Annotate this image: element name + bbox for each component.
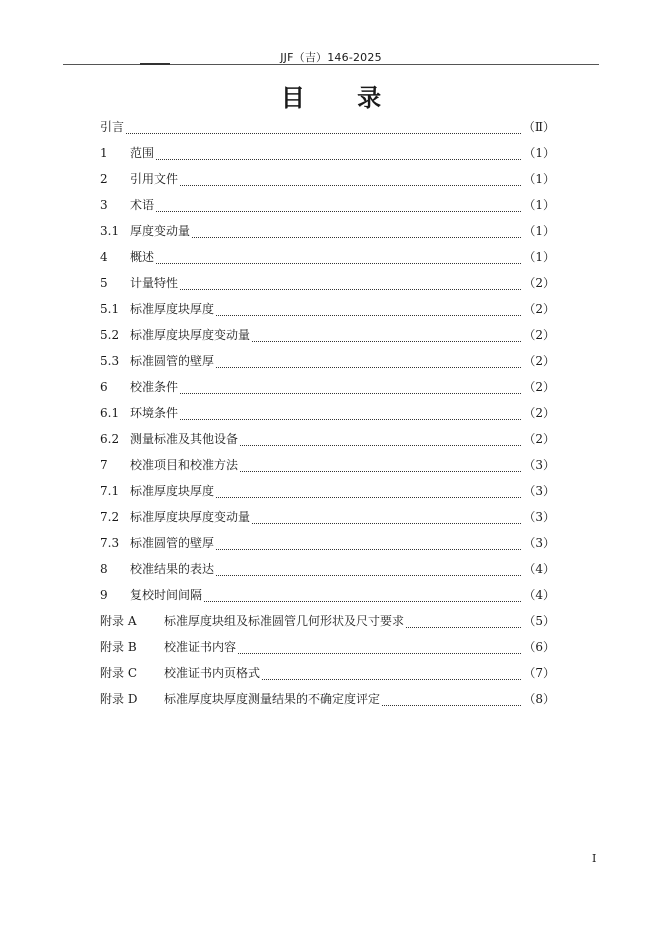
toc-entry-page: （2）: [523, 276, 555, 290]
toc-entry-number: 6.1: [100, 406, 120, 420]
toc-entry[interactable]: [100, 530, 555, 556]
toc-entry-title: 范围: [130, 146, 155, 160]
toc-dot-leader: [238, 645, 521, 654]
toc-entry[interactable]: [100, 556, 555, 582]
toc-dot-leader: [252, 515, 521, 524]
toc-entry-title: 标准厚度块组及标准圆管几何形状及尺寸要求: [164, 614, 405, 628]
toc-entry-number: 7: [100, 458, 108, 472]
toc-entry-page: （2）: [523, 406, 555, 420]
toc-entry-number: 7.1: [100, 484, 120, 498]
toc-dot-leader: [180, 385, 521, 394]
toc-entry-page: （3）: [523, 536, 555, 550]
toc-entry-number: 7.3: [100, 536, 120, 550]
page-number: I: [592, 852, 597, 865]
toc-entry-title: 校准结果的表达: [130, 562, 215, 576]
toc-entry[interactable]: [100, 608, 555, 634]
toc-entry-page: （1）: [523, 146, 555, 160]
toc-entry[interactable]: [100, 686, 555, 712]
toc-entry-page: （1）: [523, 198, 555, 212]
toc-entry-page: （Ⅱ）: [522, 120, 555, 134]
toc-entry-number: 附录 D: [100, 692, 138, 706]
toc-dot-leader: [382, 697, 521, 706]
toc-entry-title: 校准条件: [130, 380, 179, 394]
toc-dot-leader: [156, 203, 521, 212]
toc-entry-number: 附录 B: [100, 640, 137, 654]
toc-dot-leader: [180, 411, 521, 420]
toc-entry[interactable]: [100, 140, 555, 166]
toc-dot-leader: [180, 281, 521, 290]
toc-entry-page: （2）: [523, 380, 555, 394]
toc-entry[interactable]: [100, 296, 555, 322]
toc-entry-title: 环境条件: [130, 406, 179, 420]
toc-entry-page: （3）: [523, 458, 555, 472]
toc-entry-number: 8: [100, 562, 108, 576]
toc-dot-leader: [216, 359, 521, 368]
toc-entry[interactable]: [100, 374, 555, 400]
toc-entry-number: 附录 C: [100, 666, 137, 680]
toc-entry-title: 标准厚度块厚度: [130, 484, 215, 498]
toc-entry-number: 4: [100, 250, 108, 264]
toc-entry-title: 计量特性: [130, 276, 179, 290]
toc-entry-page: （2）: [523, 354, 555, 368]
toc-entry[interactable]: [100, 478, 555, 504]
toc-entry-page: （2）: [523, 432, 555, 446]
toc-entry-page: （3）: [523, 484, 555, 498]
toc-entry-title: 标准圆管的壁厚: [130, 536, 215, 550]
toc-dot-leader: [204, 593, 521, 602]
toc-entry-page: （4）: [523, 562, 555, 576]
toc-entry-title: 测量标准及其他设备: [130, 432, 239, 446]
toc-entry[interactable]: [100, 244, 555, 270]
toc-entry-page: （7）: [523, 666, 555, 680]
toc-dot-leader: [156, 151, 521, 160]
toc-entry-page: （6）: [523, 640, 555, 654]
toc-entry-title: 标准厚度块厚度测量结果的不确定度评定: [164, 692, 381, 706]
table-of-contents: [100, 114, 555, 712]
toc-entry-number: 3.1: [100, 224, 120, 238]
toc-dot-leader: [216, 307, 521, 316]
toc-dot-leader: [126, 125, 521, 134]
toc-entry[interactable]: [100, 166, 555, 192]
toc-dot-leader: [180, 177, 521, 186]
toc-entry-title: 标准厚度块厚度变动量: [130, 328, 251, 342]
toc-entry-page: （1）: [523, 172, 555, 186]
toc-entry-title: 校准项目和校准方法: [130, 458, 239, 472]
toc-entry[interactable]: [100, 634, 555, 660]
toc-entry-page: （1）: [523, 224, 555, 238]
toc-entry[interactable]: [100, 322, 555, 348]
toc-entry-number: 6.2: [100, 432, 120, 446]
toc-entry-title: 校准证书内容: [164, 640, 237, 654]
toc-dot-leader: [252, 333, 521, 342]
toc-entry-number: 5.2: [100, 328, 120, 342]
toc-entry-page: （2）: [523, 328, 555, 342]
toc-entry-title: 标准圆管的壁厚: [130, 354, 215, 368]
toc-entry-number: 6: [100, 380, 108, 394]
toc-entry-title: 厚度变动量: [130, 224, 191, 238]
toc-entry-page: （1）: [523, 250, 555, 264]
toc-entry-title: 标准厚度块厚度: [130, 302, 215, 316]
toc-entry-title: 概述: [130, 250, 155, 264]
toc-entry-number: 5.3: [100, 354, 120, 368]
toc-entry-page: （4）: [523, 588, 555, 602]
toc-entry[interactable]: [100, 218, 555, 244]
page-title: 目 录: [280, 83, 404, 112]
toc-entry-number: 9: [100, 588, 108, 602]
toc-entry[interactable]: [100, 660, 555, 686]
toc-entry[interactable]: [100, 270, 555, 296]
toc-entry-number: 7.2: [100, 510, 120, 524]
toc-entry-page: （5）: [523, 614, 555, 628]
toc-dot-leader: [240, 463, 521, 472]
toc-dot-leader: [216, 567, 521, 576]
toc-entry-page: （3）: [523, 510, 555, 524]
toc-entry-title: 引用文件: [130, 172, 179, 186]
header-code: JJF（吉）146-2025: [280, 51, 382, 64]
toc-entry[interactable]: [100, 348, 555, 374]
toc-dot-leader: [406, 619, 521, 628]
toc-entry-number: 5.1: [100, 302, 120, 316]
toc-dot-leader: [156, 255, 521, 264]
toc-entry-title: 复校时间间隔: [130, 588, 203, 602]
toc-entry-number: 1: [100, 146, 108, 160]
toc-entry[interactable]: [100, 400, 555, 426]
toc-entry-title: 术语: [130, 198, 155, 212]
toc-entry-number: 5: [100, 276, 108, 290]
toc-dot-leader: [216, 489, 521, 498]
toc-entry-page: （2）: [523, 302, 555, 316]
toc-entry-number: 3: [100, 198, 108, 212]
toc-entry-title: 校准证书内页格式: [164, 666, 261, 680]
toc-dot-leader: [192, 229, 521, 238]
toc-entry-title: 标准厚度块厚度变动量: [130, 510, 251, 524]
toc-entry-page: （8）: [523, 692, 555, 706]
toc-dot-leader: [262, 671, 521, 680]
toc-entry[interactable]: [100, 192, 555, 218]
toc-entry[interactable]: [100, 504, 555, 530]
toc-entry-number: 2: [100, 172, 108, 186]
toc-entry-number: 附录 A: [100, 614, 137, 628]
toc-entry[interactable]: [100, 426, 555, 452]
toc-entry-title: 引言: [100, 120, 125, 134]
toc-dot-leader: [216, 541, 521, 550]
toc-entry[interactable]: [100, 114, 555, 140]
toc-dot-leader: [240, 437, 521, 446]
toc-entry[interactable]: [100, 582, 555, 608]
toc-entry[interactable]: [100, 452, 555, 478]
header-rule-accent: [140, 63, 170, 65]
